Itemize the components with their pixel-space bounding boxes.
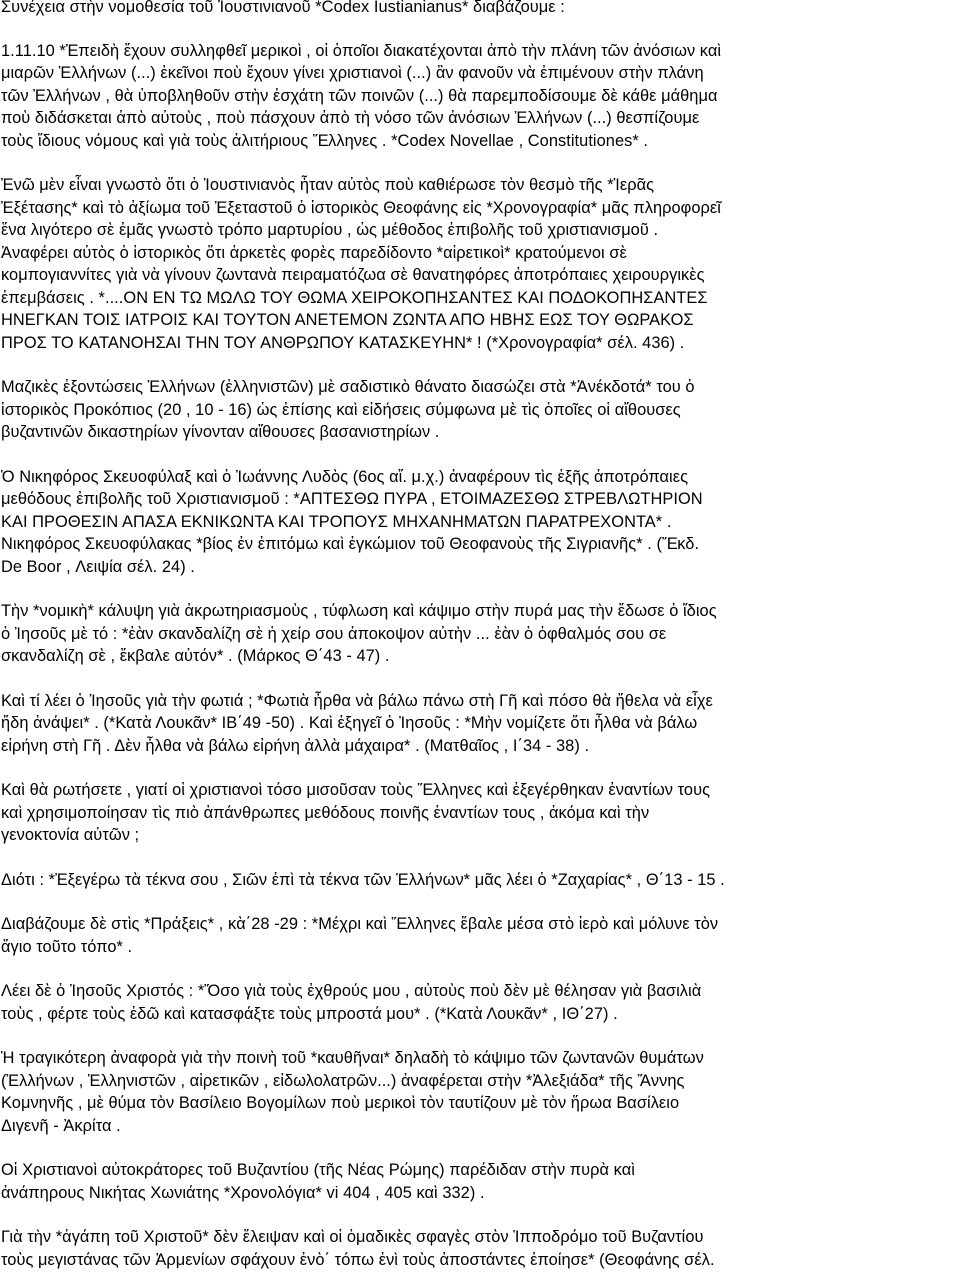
paragraph-gap (1, 757, 960, 779)
paragraph-gap (1, 1025, 960, 1047)
text-line: Νικηφόρος Σκευοφύλακας *βίος ἐν ἐπιτόμω καὶ ἐγκώμιον τοῦ Θεοφανοὺς τῆς Σιγριανῆς* . (Ἔκδ. (1, 535, 700, 553)
text-line: κομπογιαννίτες γιὰ νὰ γίνουν ζωντανὰ πειραματόζωα σὲ θανατηφόρες ἀποτρόπαιες χειρουργικὲς (1, 266, 705, 284)
text-line: Ὁ Νικηφόρος Σκευοφύλαξ καὶ ὁ Ἰωάννης Λυδὸς (6ος αἴ. μ.χ.) ἀναφέρουν τὶς ἑξῆς ἀποτρόπαιες (1, 467, 689, 486)
text-line: μεθόδους ἐπιβολῆς τοῦ Χριστιανισμοῦ : *ΑΠΤΕΣΘΩ ΠΥΡΑ , ΕΤΟΙΜΑΖΕΣΘΩ ΣΤΡΕΒΛΩΤΗΡΙΟΝ (1, 490, 703, 508)
paragraph-gap (1, 152, 960, 174)
text-line: Γιὰ τὴν *ἀγάπη τοῦ Χριστοῦ* δὲν ἔλειψαν καὶ οἱ ὁμαδικὲς σφαγὲς στὸν Ἱπποδρόμο τοῦ Βυζαντίου (1, 1228, 704, 1246)
text-line: Ἐξέτασης* καὶ τὸ ἀξίωμα τοῦ Ἐξεταστοῦ ὁ ἱστορικὸς Θεοφάνης εἰς *Χρονογραφία* μᾶς πληροφορεῖ (1, 198, 721, 217)
paragraph (1, 779, 960, 847)
paragraph-gap (1, 668, 960, 690)
text-line: καὶ χρησιμοποίησαν τὶς πιὸ ἀπάνθρωπες μεθόδους ποινῆς ἐναντίων τους , ἀκόμα καὶ τὴν (1, 803, 650, 822)
text-line: ἕνα λιγότερο σὲ ἐμᾶς γνωστὸ τρόπο μαρτυρίου , ὡς μέθοδος ἐπιβολῆς τοῦ χριστιανισμοῦ . (1, 221, 659, 239)
text-line: τοὺς , φέρτε τοὺς ἐδῶ καὶ κατασφάξτε τοὺς μπροστά μου* . (*Κατὰ Λουκᾶν* , ΙΘ΄27) . (1, 1004, 618, 1023)
paragraph-gap (1, 354, 960, 376)
paragraph-gap (1, 1204, 960, 1226)
paragraph-gap (1, 847, 960, 869)
text-line: ποὺ διδάσκεται ἀπὸ αὐτοὺς , ποὺ πάσχουν ἀπὸ τὴ νόσο τῶν ἀνόσιων Ἑλλήνων (...) θεσπίζουμε (1, 109, 700, 127)
paragraph (1, 869, 960, 892)
text-line: τοὺς ἴδιους νόμους καὶ γιὰ τοὺς ἀλιτήριους Ἕλληνες . *Codex Novellae , Constitutiones* . (1, 131, 648, 150)
text-line: De Boor , Λειψία σέλ. 24) . (1, 557, 195, 576)
paragraph-gap (1, 444, 960, 466)
spacer (1, 19, 960, 40)
intro-line: Συνέχεια στὴν νομοθεσία τοῦ Ἰουστινιανοῦ *Codex Iustianianus* διαβάζουμε : (1, 0, 565, 16)
text-line: 1.11.10 *Ἐπειδὴ ἔχουν συλληφθεῖ μερικοὶ , οἱ ὁποῖοι διακατέχονται ἀπὸ τὴν πλάνη τῶν ἀνόσιων καὶ (1, 41, 722, 60)
paragraph (1, 690, 960, 758)
text-line: Διότι : *Ἐξεγέρω τὰ τέκνα σου , Σιῶν ἐπὶ τὰ τέκνα τῶν Ἑλλήνων* μᾶς λέει ὁ *Ζαχαρίας* , Θ΄13 - 15 . (1, 870, 725, 889)
text-line: Ἡ τραγικότερη ἀναφορὰ γιὰ τὴν ποινὴ τοῦ *καυθῆναι* δηλαδὴ τὸ κάψιμο τῶν ζωντανῶν θυμάτων (1, 1049, 704, 1067)
text-line: Καὶ τί λέει ὁ Ἰησοῦς γιὰ τὴν φωτιά ; *Φωτιὰ ἦρθα νὰ βάλω πάνω στὴ Γῆ καὶ πόσο θὰ ἤθελα νὰ εἶχε (1, 691, 713, 710)
document-body (1, 40, 960, 1272)
text-line: ἅγιο τοῦτο τόπο* . (1, 937, 133, 956)
text-line: ἤδη ἀνάψει* . (*Κατὰ Λουκᾶν* ΙΒ΄49 -50) . Καὶ ἐξηγεῖ ὁ Ἰησοῦς : *Μὴν νομίζετε ὅτι ἦλθα νὰ βάλω (1, 714, 698, 732)
text-line: ἱστορικὸς Προκόπιος (20 , 10 - 16) ὡς ἐπίσης καὶ εἰδήσεις σύμφωνα μὲ τὶς ὁποῖες οἱ αἴθουσες (1, 400, 681, 419)
text-line: τῶν Ἑλλήνων , θὰ ὑποβληθοῦν στὴν ἐσχάτη τῶν ποινῶν (...) θὰ παρεμποδίσουμε δὲ κάθε μάθημα (1, 86, 718, 105)
paragraph (1, 1047, 960, 1137)
text-line: ΠΡΟΣ ΤΟ ΚΑΤΑΝΟΗΣΑΙ ΤΗΝ ΤΟΥ ΑΝΘΡΩΠΟΥ ΚΑΤΑΣΚΕΥΗΝ* ! (*Χρονογραφία* σέλ. 436) . (1, 333, 685, 352)
paragraph (1, 376, 960, 444)
text-line: σκανδαλίζη σὲ , ἔκβαλε αὐτόν* . (Μάρκος Θ΄43 - 47) . (1, 647, 390, 665)
text-line: Τὴν *νομικὴ* κάλυψη γιὰ ἀκρωτηριασμοὺς , τύφλωση καὶ κάψιμο στὴν πυρά μας τὴν ἔδωσε ὁ ἴδιος (1, 602, 717, 620)
text-line: Ἀναφέρει αὐτὸς ὁ ἱστορικὸς ὅτι ἀρκετὲς φορὲς παρεδίδοντο *αἱρετικοὶ* κρατούμενοι σὲ (1, 243, 627, 262)
text-line: Κομνηνῆς , μὲ θύμα τὸν Βασίλειο Βογομίλων ποὺ μερικοὶ τὸν ταυτίζουν μὲ τὸν ἥρωα Βασίλειο (1, 1094, 680, 1112)
text-line: Καὶ θὰ ρωτήσετε , γιατί οἱ χριστιανοὶ τόσο μισοῦσαν τοὺς Ἕλληνες καὶ ἐξεγέρθηκαν ἐναντίων τους (1, 781, 711, 799)
text-line: ΗΝΕΓΚΑΝ ΤΟΙΣ ΙΑΤΡΟΙΣ ΚΑΙ ΤΟΥΤΟΝ ΑΝΕΤΕΜΟΝ ΖΩΝΤΑ ΑΠΟ ΗΒΗΣ ΕΩΣ ΤΟΥ ΘΩΡΑΚΟΣ (1, 311, 694, 329)
text-line: Ἐνῶ μὲν εἶναι γνωστὸ ὅτι ὁ Ἰουστινιανὸς ἦταν αὐτὸς ποὺ καθιέρωσε τὸν θεσμὸ τῆς *Ἱερᾶς (1, 176, 655, 194)
text-line: βυζαντινῶν δικαστηρίων γίνονταν αἴθουσες βασανιστηρίων . (1, 423, 440, 441)
paragraph (1, 40, 960, 153)
text-line: γενοκτονία αὐτῶν ; (1, 826, 140, 844)
text-line: ὁ Ἰησοῦς μὲ τό : *ἐὰν σκανδαλίζη σὲ ἡ χείρ σου ἀποκοψον αὐτὴν ... ἐὰν ὁ ὀφθαλμός σου σε (1, 624, 667, 643)
text-line: εἰρήνη στὴ Γῆ . Δὲν ἦλθα νὰ βάλω εἰρήνη ἀλλὰ μάχαιρα* . (Ματθαῖος , Ι΄34 - 38) . (1, 736, 590, 755)
paragraph-gap (1, 578, 960, 600)
text-line: Μαζικὲς ἐξοντώσεις Ἑλλήνων (ἑλληνιστῶν) μὲ σαδιστικὸ θάνατο διασώζει στὰ *Ἀνέκδοτά* του ὁ (1, 378, 695, 396)
paragraph (1, 1226, 960, 1271)
paragraph (1, 466, 960, 579)
paragraph (1, 913, 960, 958)
text-line: Διαβάζουμε δὲ στὶς *Πράξεις* , κὰ΄28 -29 : *Μέχρι καὶ Ἕλληνες ἔβαλε μέσα στὸ ἱερὸ καὶ μόλυνε τὸν (1, 915, 719, 933)
paragraph-gap (1, 891, 960, 913)
paragraph (1, 980, 960, 1025)
text-line: τοὺς μεγιστάνας τῶν Ἀρμενίων σφάχουν ἐνὸ΄ τόπω ἐνὶ τοὺς ἀποστάντες ἐποίησε* (Θεοφάνης σέλ. (1, 1250, 715, 1269)
text-line: Λέει δὲ ὁ Ἰησοῦς Χριστός : *Ὅσο γιὰ τοὺς ἐχθρούς μου , αὐτοὺς ποὺ δὲν μὲ θέλησαν γιὰ βασιλιὰ (1, 982, 702, 1000)
text-line: Οἱ Χριστιανοὶ αὐτοκράτορες τοῦ Βυζαντίου (τῆς Νέας Ρώμης) παρέδιδαν στὴν πυρὰ καὶ (1, 1161, 635, 1179)
text-line: Διγενῆ - Ἀκρίτα . (1, 1116, 121, 1135)
text-line: μιαρῶν Ἑλλήνων (...) ἐκεῖνοι ποὺ ἔχουν γίνει χριστιανοὶ (...) ἂν φανοῦν νὰ ἐπιμένουν στὴν πλάνη (1, 64, 704, 82)
paragraph (1, 600, 960, 668)
paragraph (1, 1159, 960, 1204)
text-line: ἐπεμβάσεις . *....ΟΝ ΕΝ ΤΩ ΜΩΛΩ ΤΟΥ ΘΩΜΑ ΧΕΙΡΟΚΟΠΗΣΑΝΤΕΣ ΚΑΙ ΠΟΔΟΚΟΠΗΣΑΝΤΕΣ (1, 288, 708, 307)
paragraph (1, 174, 960, 354)
paragraph-gap (1, 958, 960, 980)
text-line: (Ἑλλήνων , Ἑλληνιστῶν , αἱρετικῶν , εἰδωλολατρῶν...) ἀναφέρεται στὴν *Ἀλεξιάδα* τῆς Ἄννης (1, 1071, 685, 1090)
text-line: ΚΑΙ ΠΡΟΘΕΣΙΝ ΑΠΑΣΑ ΕΚΝΙΚΩΝΤΑ ΚΑΙ ΤΡΟΠΟΥΣ ΜΗΧΑΝΗΜΑΤΩΝ ΠΑΡΑΤΡΕΧΟΝΤΑ* . (1, 512, 672, 531)
paragraph-gap (1, 1137, 960, 1159)
text-line: ἀνάπηρους Νικήτας Χωνιάτης *Χρονολόγια* vi 404 , 405 καὶ 332) . (1, 1183, 485, 1202)
